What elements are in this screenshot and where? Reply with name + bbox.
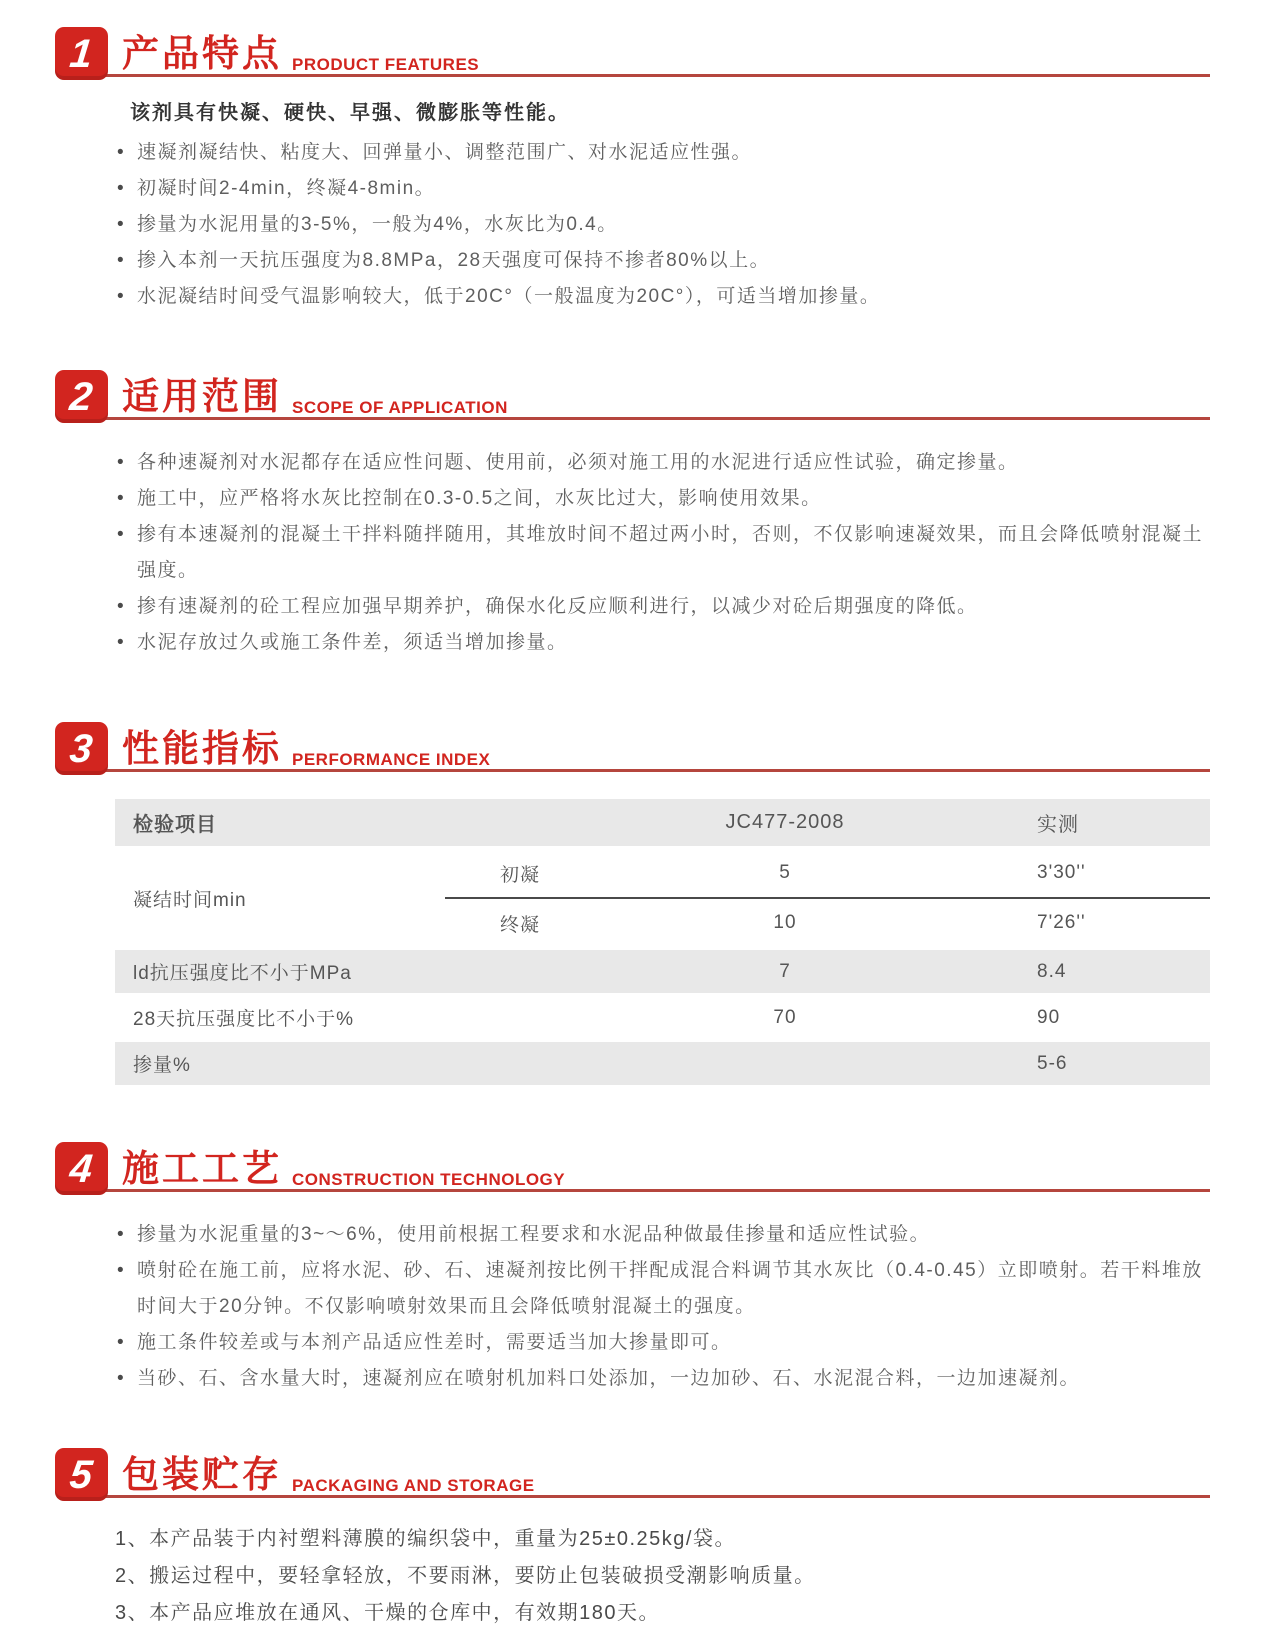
table-row	[115, 947, 1210, 993]
section-number: 2	[68, 374, 95, 419]
bullet-item: • 速凝剂凝结快、粘度大、回弹量小、调整范围广、对水泥适应性强。	[115, 135, 1210, 171]
bullet-item: • 掺有速凝剂的砼工程应加强早期养护，确保水化反应顺利进行，以减少对砼后期强度的降低。	[115, 589, 1210, 625]
section-packaging-storage	[55, 1443, 1210, 1632]
table-cell-measured: 3'30''	[1037, 862, 1086, 883]
section-rule	[57, 417, 1210, 420]
section-number: 1	[68, 31, 95, 76]
section-number-badge	[55, 722, 108, 775]
section-product-features	[55, 22, 1210, 315]
section-number: 5	[68, 1452, 95, 1497]
section-rule	[57, 74, 1210, 77]
table-header-measured: 实测	[1037, 814, 1079, 836]
table-cell-label: 28天抗压强度比不小于%	[133, 1009, 355, 1030]
section-number: 4	[68, 1146, 95, 1191]
section-title: 产品特点	[122, 33, 282, 74]
table-cell-measured: 7'26''	[1037, 912, 1086, 933]
table-cell-label: 凝结时间min	[133, 889, 247, 911]
section-rule	[57, 1189, 1210, 1192]
table-cell-label: 掺量%	[133, 1055, 191, 1076]
bullet-item: • 水泥存放过久或施工条件差，须适当增加掺量。	[115, 625, 1210, 661]
table-cell-label: ld抗压强度比不小于MPa	[133, 963, 352, 984]
table-row	[115, 1039, 1210, 1085]
table-cell-subname: 终凝	[500, 914, 541, 936]
table-cell-standard: 5	[779, 862, 791, 883]
section-performance-index	[55, 717, 1210, 1085]
intro-text: 该剂具有快凝、硬快、早强、微膨胀等性能。	[130, 102, 570, 124]
section-title: 施工工艺	[122, 1148, 282, 1189]
bullet-item: • 掺有本速凝剂的混凝土干拌料随拌随用，其堆放时间不超过两小时，否则，不仅影响速凝效果，而且会降低喷射混凝土强度。	[115, 517, 1210, 589]
bullet-item: • 各种速凝剂对水泥都存在适应性问题、使用前，必须对施工用的水泥进行适应性试验，确定掺量。	[115, 445, 1210, 481]
table-group-row-setting-time	[115, 846, 1210, 947]
section-rule	[57, 769, 1210, 772]
table-header-item: 检验项目	[133, 814, 217, 836]
section-subtitle: PERFORMANCE INDEX	[292, 750, 491, 769]
section-number-badge	[55, 1142, 108, 1195]
section-1-header	[55, 22, 1210, 80]
bullet-item: • 施工条件较差或与本剂产品适应性差时，需要适当加大掺量即可。	[115, 1325, 1210, 1361]
bullet-item: • 掺量为水泥用量的3-5%，一般为4%，水灰比为0.4。	[115, 207, 1210, 243]
table-cell-measured: 8.4	[1037, 960, 1067, 982]
bullet-list	[115, 1217, 1210, 1397]
table-header-row	[115, 799, 1210, 846]
table-cell-standard: 10	[773, 912, 797, 933]
numbered-item: 1、本产品装于内衬塑料薄膜的编织袋中，重量为25±0.25kg/袋。	[115, 1528, 736, 1550]
table-cell-standard: 70	[773, 1006, 797, 1028]
bullet-item: • 施工中，应严格将水灰比控制在0.3-0.5之间，水灰比过大，影响使用效果。	[115, 481, 1210, 517]
section-4-header	[55, 1137, 1210, 1195]
bullet-item: • 掺量为水泥重量的3~～6%，使用前根据工程要求和水泥品种做最佳掺量和适应性试验。	[115, 1217, 1210, 1253]
section-subtitle: CONSTRUCTION TECHNOLOGY	[292, 1170, 566, 1189]
section-subtitle: PACKAGING AND STORAGE	[292, 1476, 535, 1495]
section-number: 3	[68, 726, 95, 771]
bullet-item: • 当砂、石、含水量大时，速凝剂应在喷射机加料口处添加，一边加砂、石、水泥混合料，一边加速凝剂。	[115, 1361, 1210, 1397]
table-row	[115, 993, 1210, 1039]
bullet-item: • 水泥凝结时间受气温影响较大，低于20C°（一般温度为20C°），可适当增加掺量。	[115, 279, 1210, 315]
performance-table	[115, 799, 1210, 1085]
bullet-list	[115, 445, 1210, 661]
section-subtitle: PRODUCT FEATURES	[292, 55, 480, 74]
bullet-list	[115, 135, 1210, 315]
section-2-header	[55, 365, 1210, 423]
table-header-standard: JC477-2008	[725, 811, 845, 833]
section-number-badge	[55, 370, 108, 423]
table-cell-subname: 初凝	[500, 864, 541, 886]
section-number-badge	[55, 1448, 108, 1501]
bullet-item: • 初凝时间2-4min，终凝4-8min。	[115, 171, 1210, 207]
section-title: 适用范围	[122, 376, 282, 417]
table-subrow-initial-set	[445, 849, 1210, 897]
section-3-header	[55, 717, 1210, 775]
section-title: 性能指标	[122, 728, 282, 769]
section-scope	[55, 365, 1210, 661]
section-subtitle: SCOPE OF APPLICATION	[292, 398, 508, 417]
bullet-item: • 喷射砼在施工前，应将水泥、砂、石、速凝剂按比例干拌配成混合料调节其水灰比（0.4-0.45）立即喷射。若干料堆放时间大于20分钟。不仅影响喷射效果而且会降低喷射混凝土的强度。	[115, 1253, 1210, 1325]
numbered-list	[115, 1521, 1210, 1632]
table-cell-standard: 7	[779, 960, 791, 982]
numbered-item: 2、搬运过程中，要轻拿轻放，不要雨淋，要防止包装破损受潮影响质量。	[115, 1565, 816, 1587]
section-construction-technology	[55, 1137, 1210, 1397]
numbered-item: 3、本产品应堆放在通风、干燥的仓库中，有效期180天。	[115, 1602, 660, 1624]
table-subrow-final-set	[445, 899, 1210, 947]
section-title: 包装贮存	[122, 1454, 282, 1495]
bullet-item: • 掺入本剂一天抗压强度为8.8MPa，28天强度可保持不掺者80%以上。	[115, 243, 1210, 279]
table-cell-measured: 5-6	[1037, 1052, 1068, 1074]
section-rule	[57, 1495, 1210, 1498]
table-cell-measured: 90	[1037, 1006, 1061, 1028]
section-5-header	[55, 1443, 1210, 1501]
section-number-badge	[55, 27, 108, 80]
